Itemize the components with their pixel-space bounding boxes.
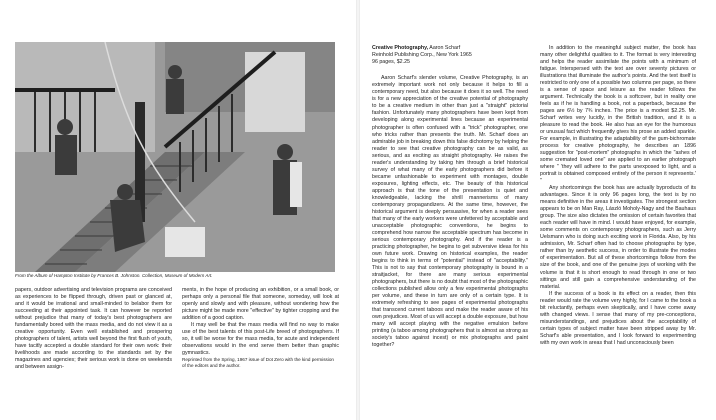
body-paragraph: Any shortcomings the book has are actually byproducts of its advantages. Since it is only 96 pages long, the text is by no means definitive in the areas it investigates. The strongest section appears to be on Man Ray, László Moholy-Nagy and the Bauhaus group. The size also dictates the omission of certain favorites that each reader will have in mind. I would have enjoyed, for example, some comments on contemporary photographers, such as Jerry Uelsmann who is doing such exciting work in Florida. Also, by his admission, Mr. Scharf often had to choose photographs by type, rather than by aesthetic success, in order to illustrate the modes of experimentation. But all of these shortcomings follow from the size of the book, and one of the genuine joys of working with the volume is that it is short enough to read through in one or two sittings and still gain a comprehensive understanding of the material. <box>540 185 696 290</box>
body-paragraph: papers, outdoor advertising and television programs are conceived as experiences to be flipped through, driven past or glanced at, and it would be irrational and small-minded to belabor them for succeeding at their appointed task. It can however be reported without prejudice that many of today's best photographers are fundamentally bored with the mass media, and do not view it as a creative opportunity. Even well established and prospering photographers of talent, artists well beyond the first flush of youth, have tacitly accepted a double standard for their own work: their livelihoods are made according to the standards set by the magazines and agencies; their serious work is done on weekends and between assign- <box>15 287 172 371</box>
pages-price: 96 pages, $2.25 <box>372 58 410 65</box>
publisher: Reinhold Publishing Corp., New York 1965 <box>372 51 472 58</box>
body-paragraph: In addition to the meaningful subject matter, the book has many other delightful qualities to it. The format is very interesting and helps the reader assimilate the points with a minimum of fatigue. Interspersed with the text are over seventy pictures or illustrations that illuminate the author's points. And the text itself is restricted to only one of a possible two columns per page, so there is a sense of space and leisure as the reader follows the argument. Technically the book is a softcover, but in reality one feels as if he is handling a book, not a paperback, because the pages are 6½ by 7¾ inches. The price is a modest $2.25. Mr. Scharf writes very lucidly, in the British tradition, and it is a pleasure to read the book. He also has an eye for the humorous or unusual fact which frequently gives his prose an added sparkle. For example, in illustrating the adaptability of the gum-bichromate process for creative photography, he describes an 1896 suggestion for "post-mortem" photographs in which the "ashes of some cremated loved one" are applied to an earlier photograph where " 'they will adhere to the parts unexposed to light, and a portrait is obtained composed entirely of the person it represents.' " <box>540 45 696 185</box>
reprint-credit: Reprinted from the Spring, 1967 issue of Dot Zero with the kind permission of the editors and the author. <box>182 357 334 369</box>
photo-caption: From the Album of Hampton Institute by Frances B. Johnston. Collection, Museum of Modern Art. <box>15 273 213 278</box>
book-author: Aaron Scharf <box>428 45 461 51</box>
right-column-2 <box>540 45 696 347</box>
book-title: Creative Photography, <box>372 45 429 51</box>
body-paragraph: Aaron Scharf's slender volume, Creative Photography, is an extremely important work not only because it helps to fill a contemporary need, but also because it does it so well. The need is for a new appreciation of the creative potential of photography to be a creative medium in other than just a "straight" pictorial fashion. Unfortunately many photographers have been kept from developing along experimental lines because an experimental photographer is often confused with a "trick" photographer, one who tricks rather than presents the truth. Mr. Scharf does an admirable job in breaking down this false dichotomy by helping the reader to see that creative photography can be as valid, as serious, and as exciting as straight photography. He raises the reader's understanding by taking him through a brief historical survey of what many of the early photographers did before it became unfashionable to experiment with montages, double exposures, lighting effects, etc. The beauty of this historical approach is that the tone of the presentation is quiet and knowledgeable, lacking the shrill mannerisms of many contemporary propagandizers. At the same time, however, the historical argument is deeply persuasive, for when a reader sees that many of the early workers were unfettered by acceptable and unacceptable photographic conventions, he begins to comprehend how narrow the acceptable spectrum has become in serious contemporary photography. And if the reader is a practicing photographer, he begins to get subversive ideas for his own future work. Drawing on historical examples, the reader begins to think in terms of "potential" instead of "acceptability." This is not to say that contemporary photography is bound in a straitjacket, for there are many serious experimental photographers, but there is no doubt that most of the photographic collections published allow only a few experimental photographs per volume, and these in turn are only of a certain type. It is extremely refreshing to see pages of experimental photographs that transcend current taboos and make the reader aware of his own prejudices. Most of us will accept a double exposure, but how many will accept playing with the negative emulsion before printing (a taboo among photographers that is almost as strong as society's taboo against incest) or mix photographs and paint together? <box>372 75 528 348</box>
review-heading <box>372 45 528 65</box>
body-paragraph: If the success of a book is its effect on a reader, then this reader would rate the volume very highly, for I came to the book a bit reluctantly, perhaps even skeptically, and I have come away with changed views. I sense that many of my pre-conceptions, misunderstandings, and prejudices about the acceptability of certain types of subject matter have been stripped away by Mr. Scharf's able presentation, and I look forward to experimenting with my own work in areas that I had unconsciously been <box>540 290 696 346</box>
body-paragraph: It may well be that the mass media will find no way to make use of the best talents of this post-Life breed of photographers. If so, it will be worse for the mass media, for acute and independent observations would in the end serve them better than graphic gymnastics. <box>182 322 339 357</box>
right-column-1 <box>372 45 528 349</box>
body-paragraph: ments, in the hope of producing an exhibition, or a small book, or perhaps only a personal file that someone, someday, will look at openly and slowly and with pleasure, without wondering how the picture might be made more "effective" by tighter cropping and the addition of a good caption. <box>182 287 339 322</box>
